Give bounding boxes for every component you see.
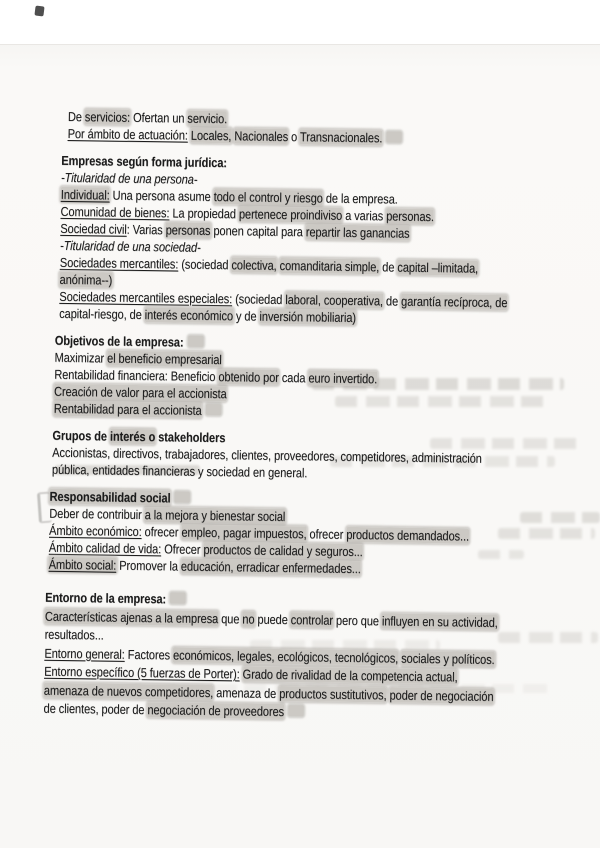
- scan-artifact-mark: [34, 5, 44, 16]
- paragraph-block: [68, 108, 600, 149]
- text-segment: capital-riesgo, de: [59, 305, 145, 323]
- highlighted-text: servicios:: [84, 109, 131, 125]
- highlighted-text: productos sustitutivos,: [279, 685, 387, 702]
- highlighted-text: euro invertido.: [308, 370, 378, 387]
- highlighted-text: empleo, pagar impuestos,: [181, 524, 307, 542]
- paragraph-block: [54, 332, 597, 425]
- text-segment: Promover la: [116, 557, 181, 574]
- highlighted-text: Nacionales: [234, 128, 289, 145]
- text-segment: Una persona asume: [109, 187, 214, 205]
- text-segment: resultados...: [44, 626, 104, 643]
- highlight-smudge: [387, 131, 402, 142]
- text-segment: Empresas según forma jurídica:: [61, 152, 228, 171]
- text-segment: y de: [232, 308, 260, 324]
- highlighted-text: laboral, cooperativa,: [285, 292, 384, 309]
- text-segment: Factores: [124, 646, 174, 662]
- text-segment: De: [67, 108, 85, 125]
- highlighted-text: personas: [165, 222, 211, 238]
- highlighted-text: Responsabilidad social: [49, 488, 171, 506]
- highlighted-text: repartir las ganancias: [305, 224, 410, 241]
- highlight-smudge: [288, 705, 303, 716]
- text-segment: ofrecer: [141, 524, 182, 540]
- text-segment: Accionistas, directivos, trabajadores, clientes, proveedores, competidores, administración: [52, 444, 482, 466]
- highlighted-text: productos demandados...: [346, 526, 470, 544]
- text-segment: de clientes, poder de: [43, 700, 148, 718]
- text-segment: -Titularidad de una persona-: [60, 169, 198, 187]
- text-segment: ponen capital para: [210, 222, 306, 240]
- document-text: [0, 107, 600, 736]
- text-segment: de la empresa.: [322, 190, 398, 207]
- highlighted-text: servicio.: [187, 110, 228, 127]
- text-segment: amenaza de: [213, 684, 280, 701]
- text-segment: -Titularidad de una sociedad-: [59, 237, 201, 255]
- text-segment: o: [288, 129, 301, 145]
- text-segment: Grupos de: [52, 427, 111, 444]
- highlighted-text: interés económico: [144, 307, 234, 324]
- text-segment: Sociedad civil: [60, 220, 127, 237]
- text-segment: Objetivos de la empresa:: [54, 332, 184, 350]
- highlighted-text: colectiva,: [231, 257, 277, 273]
- highlighted-text: a la mejora y bienestar social: [144, 507, 286, 525]
- highlighted-text: productos de calidad y seguros...: [203, 541, 363, 560]
- text-segment: Ámbito calidad de vida:: [48, 539, 162, 557]
- highlighted-text: Ámbito social:: [48, 556, 117, 573]
- highlighted-text: interés o: [109, 428, 156, 445]
- text-segment: Por ámbito de actuación:: [67, 125, 188, 143]
- highlighted-text: Transnacionales.: [299, 129, 383, 146]
- highlight-smudge: [170, 592, 185, 603]
- highlighted-text: Locales,: [190, 127, 232, 144]
- highlighted-text: amenaza de nuevos competidores,: [43, 682, 214, 700]
- text-segment: Comunidad de bienes:: [60, 203, 170, 221]
- text-segment: La propiedad: [169, 205, 239, 222]
- highlighted-text: educación, erradicar enfermedades...: [180, 558, 361, 577]
- text-segment: Entorno general:: [44, 645, 125, 662]
- text-segment: puede: [254, 611, 291, 627]
- highlighted-text: negociación de proveedores: [147, 702, 285, 720]
- text-segment: Entorno específico (5 fuerzas de Porter):: [44, 663, 240, 682]
- text-segment: a varias: [342, 207, 387, 224]
- highlighted-text: no: [242, 610, 255, 627]
- highlighted-text: capital –limitada,: [397, 259, 479, 276]
- text-segment: Rentabilidad financiera: Beneficio: [54, 366, 219, 385]
- highlighted-text: Características ajenas a la empresa: [44, 608, 219, 626]
- highlighted-text: el beneficio empresarial: [106, 350, 222, 368]
- text-segment: Deber de contribuir: [49, 505, 145, 523]
- highlighted-text: Creación de valor para el accionista: [53, 383, 227, 402]
- text-segment: Entorno de la empresa:: [45, 589, 167, 607]
- highlighted-text: personas.: [386, 208, 434, 225]
- highlighted-text: influyen en su actividad,: [381, 612, 498, 630]
- paragraph-block: [43, 589, 593, 726]
- text-segment: ofrecer: [306, 526, 347, 542]
- text-segment: Ofertan un: [129, 109, 188, 126]
- text-segment: (sociedad: [178, 256, 232, 273]
- text-segment: pública, entidades financieras y sociedad en general.: [51, 461, 308, 481]
- text-segment: pero que: [332, 612, 382, 628]
- text-segment: Sociedades mercantiles especiales:: [59, 288, 233, 307]
- text-segment: que: [218, 610, 243, 626]
- text-segment: de: [379, 259, 398, 275]
- highlighted-text: poder de negociación: [389, 687, 494, 704]
- highlighted-text: obtenido por: [218, 369, 279, 385]
- text-segment: : Varias: [126, 221, 166, 238]
- paragraph-block: [49, 488, 595, 581]
- paragraph-block: [52, 427, 596, 486]
- text-segment: de: [382, 293, 402, 309]
- text-segment: Maximizar: [54, 349, 108, 366]
- highlighted-text: inversión mobiliaria): [259, 308, 357, 326]
- highlighted-text: económicos, legales, ecológicos, tecnológicos,: [172, 646, 399, 666]
- paragraph-block: [59, 152, 599, 329]
- highlight-smudge: [175, 492, 190, 503]
- text-segment: Ámbito económico:: [48, 522, 142, 540]
- text-segment: Sociedades mercantiles:: [59, 254, 179, 272]
- text-segment: cada: [278, 369, 309, 386]
- highlighted-text: Grado de rivalidad de la competencia actual,: [242, 666, 458, 685]
- text-segment: Ofrecer: [161, 541, 204, 557]
- highlighted-text: controlar: [290, 611, 334, 628]
- text-segment: (sociedad: [232, 291, 286, 308]
- highlight-smudge: [188, 336, 203, 347]
- highlighted-text: Individual:: [60, 186, 110, 203]
- highlighted-text: sociales y políticos.: [401, 650, 495, 667]
- highlighted-text: pertenece proindiviso: [238, 206, 343, 223]
- highlighted-text: todo el control y riesgo: [213, 189, 323, 206]
- highlighted-text: Rentabilidad para el accionista: [53, 400, 202, 418]
- highlighted-text: garantía recíproca, de: [400, 293, 508, 311]
- text-segment: stakeholders: [155, 429, 226, 446]
- highlighted-text: anónima--): [59, 271, 113, 288]
- highlighted-text: comanditaria simple,: [279, 257, 380, 275]
- highlight-smudge: [206, 404, 221, 415]
